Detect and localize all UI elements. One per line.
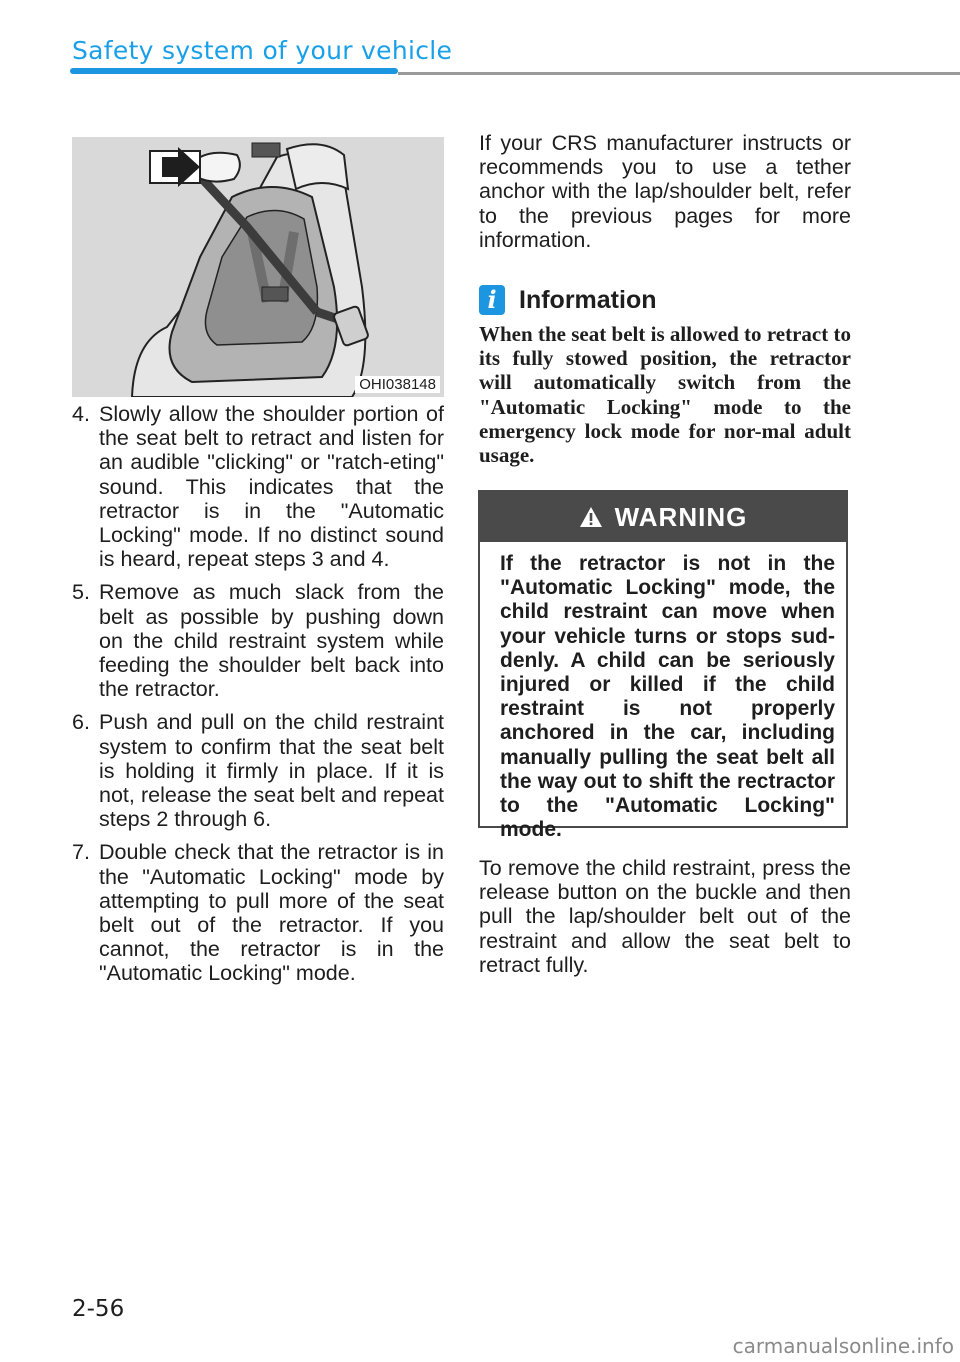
header-accent-bar [70, 68, 398, 74]
step-number: 6. [72, 710, 90, 735]
information-heading [479, 283, 657, 317]
step-item [72, 840, 444, 985]
step-item [72, 710, 444, 831]
warning-label: WARNING [614, 501, 748, 532]
watermark: carmanualsonline.info [732, 1334, 954, 1358]
warning-triangle-icon [579, 506, 603, 528]
step-text: Remove as much slack from the belt as possible by pushing down on the child restraint system while feeding the shoulder belt back into the retractor. [99, 580, 444, 702]
warning-box [478, 490, 848, 842]
step-item [72, 402, 444, 571]
warning-text: If the retractor is not in the "Automatic Locking" mode, the child restraint can move when your vehicle turns or stops sud-denly. A child can be seriously injured or killed if the child restraint is not properly anchored in the car, including manually pulling the seat belt all the way out to shift the rectractor to the "Automatic Locking" mode. [500, 552, 835, 842]
closing-paragraph-block [479, 856, 851, 977]
step-number: 4. [72, 402, 90, 426]
intro-paragraph: If your CRS manufacturer instructs or recommends you to use a tether anchor with the lap/shoulder belt, refer to the previous pages for more information. [479, 131, 851, 252]
step-item [72, 580, 444, 701]
steps-list [72, 402, 444, 995]
figure-code: OHI038148 [355, 376, 440, 393]
step-text: Push and pull on the child restraint system to confirm that the seat belt is holding it firmly in place. If it is not, release the seat belt and repeat steps 2 through 6. [99, 710, 444, 832]
header-rule [398, 72, 960, 75]
step-number: 5. [72, 580, 90, 605]
page-number: 2-56 [72, 1296, 125, 1322]
info-icon: i [479, 285, 505, 315]
information-title: Information [519, 285, 657, 314]
step-text: Slowly allow the shoulder portion of the seat belt to retract and listen for an audible "clicking" or "ratch-eting" sound. This indicates that the retractor is in the "Automatic Locking" mode. If no distinct sound is heard, repeat steps 3 and 4. [99, 402, 444, 572]
warning-header [480, 492, 846, 542]
section-title: Safety system of your vehicle [72, 36, 453, 65]
step-text: Double check that the retractor is in the "Automatic Locking" mode by attempting to pull more of the seat belt out of the retractor. If you cannot, the retractor is in the "Automatic Locking" mode. [99, 840, 444, 986]
child-seat-illustration [72, 137, 444, 397]
information-body: When the seat belt is allowed to retract to its fully stowed position, the retractor will automatically switch from the "Automatic Locking" mode to the emergency lock mode for nor-mal adult usage. [479, 322, 851, 468]
child-seat-drawing [72, 137, 444, 397]
step-number: 7. [72, 840, 90, 865]
closing-paragraph: To remove the child restraint, press the release button on the buckle and then pull the lap/shoulder belt out of the restraint and allow the seat belt to retract fully. [479, 856, 851, 977]
intro-paragraph-block [479, 131, 851, 252]
